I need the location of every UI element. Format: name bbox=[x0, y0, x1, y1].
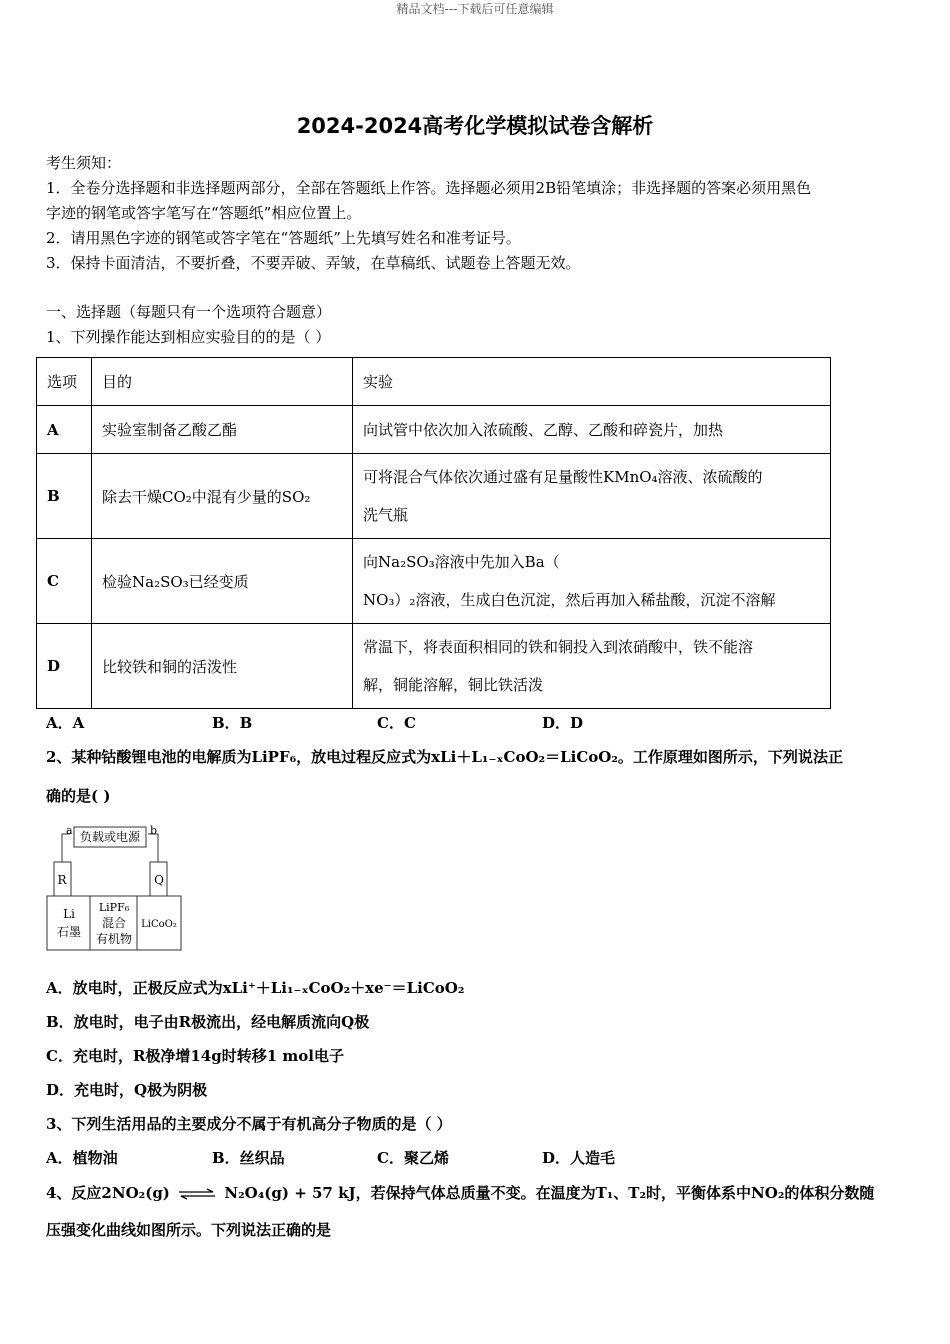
table-row bbox=[37, 539, 831, 624]
q3-option-b[interactable]: B．丝织品 bbox=[212, 1149, 285, 1167]
table-row bbox=[37, 624, 831, 709]
terminal-b-label: b bbox=[150, 824, 158, 837]
q2-stem-line1: 2、某种钴酸锂电池的电解质为LiPF₆，放电过程反应式为xLi＋L₁₋ₓCoO₂＝LiCoO₂。工作原理如图所示，下列说法正 bbox=[46, 748, 843, 766]
q3-stem: 3、下列生活用品的主要成分不属于有机高分子物质的是（ ） bbox=[46, 1115, 452, 1133]
battery-diagram bbox=[44, 824, 184, 954]
q2-option-a[interactable]: A．放电时，正极反应式为xLi⁺＋Li₁₋ₓCoO₂＋xe⁻＝LiCoO₂ bbox=[46, 979, 465, 997]
row-experiment-line1: 常温下，将表面积相同的铁和铜投入到浓硝酸中，铁不能溶 bbox=[363, 638, 754, 656]
table-row bbox=[37, 406, 831, 454]
q1-option-c[interactable]: C．C bbox=[377, 714, 416, 732]
row-experiment bbox=[353, 454, 831, 539]
q1-table bbox=[36, 357, 831, 709]
q4-stem-post: N₂O₄(g) + 57 kJ，若保持气体总质量不变。在温度为T₁、T₂时，平衡体系中NO₂的体积分数随 bbox=[224, 1184, 875, 1202]
row-experiment-line2: 洗气瓶 bbox=[363, 506, 409, 524]
cathode-label: LiCoO₂ bbox=[141, 919, 177, 930]
section-heading: 一、选择题（每题只有一个选项符合题意） bbox=[46, 303, 332, 321]
table-header-row bbox=[37, 358, 831, 406]
load-label: 负载或电源 bbox=[79, 830, 141, 844]
header-goal: 目的 bbox=[92, 358, 353, 406]
row-experiment-line2: 解，铜能溶解，铜比铁活泼 bbox=[363, 676, 544, 694]
row-experiment-line1: 可将混合气体依次通过盛有足量酸性KMnO₄溶液、浓硫酸的 bbox=[363, 468, 763, 486]
row-option: D bbox=[37, 624, 92, 709]
equilibrium-arrow-icon bbox=[177, 1188, 217, 1200]
row-goal: 除去干燥CO₂中混有少量的SO₂ bbox=[92, 454, 353, 539]
q4-stem-line1 bbox=[46, 1182, 874, 1203]
q3-option-a[interactable]: A．植物油 bbox=[46, 1149, 118, 1167]
row-goal: 检验Na₂SO₃已经变质 bbox=[92, 539, 353, 624]
row-experiment: 向试管中依次加入浓硫酸、乙醇、乙酸和碎瓷片，加热 bbox=[353, 406, 831, 454]
row-experiment-line1: 向Na₂SO₃溶液中先加入Ba（ bbox=[363, 553, 560, 571]
row-goal: 实验室制备乙酸乙酯 bbox=[92, 406, 353, 454]
q1-option-d[interactable]: D．D bbox=[542, 714, 584, 732]
electrolyte-label-3: 有机物 bbox=[95, 932, 133, 946]
header-option: 选项 bbox=[37, 358, 92, 406]
row-goal: 比较铁和铜的活泼性 bbox=[92, 624, 353, 709]
row-option: B bbox=[37, 454, 92, 539]
table-row bbox=[37, 454, 831, 539]
q1-option-b[interactable]: B．B bbox=[212, 714, 253, 732]
q2-option-b[interactable]: B．放电时，电子由R极流出，经电解质流向Q极 bbox=[46, 1013, 370, 1031]
anode-label-graphite: 石墨 bbox=[56, 925, 82, 939]
row-experiment-line2: NO₃）₂溶液，生成白色沉淀，然后再加入稀盐酸，沉淀不溶解 bbox=[363, 591, 776, 609]
q2-option-c[interactable]: C．充电时，R极净增14g时转移1 mol电子 bbox=[46, 1047, 345, 1065]
q4-stem-line2: 压强变化曲线如图所示。下列说法正确的是 bbox=[46, 1221, 332, 1239]
electrolyte-label-2: 混合 bbox=[101, 916, 127, 930]
electrolyte-label-1: LiPF₆ bbox=[98, 901, 130, 914]
row-option: A bbox=[37, 406, 92, 454]
terminal-a-label: a bbox=[66, 824, 73, 837]
header-note: 精品文档---下载后可任意编辑 bbox=[396, 2, 554, 16]
q1-option-a[interactable]: A．A bbox=[46, 714, 85, 732]
q3-option-c[interactable]: C．聚乙烯 bbox=[377, 1149, 449, 1167]
q2-stem-line2: 确的是( ) bbox=[46, 787, 111, 805]
electrode-r-label: R bbox=[57, 873, 67, 887]
notice-item-1b: 字迹的钢笔或答字笔写在“答题纸”相应位置上。 bbox=[46, 204, 362, 222]
anode-label-li: Li bbox=[63, 907, 75, 921]
row-experiment bbox=[353, 539, 831, 624]
q3-option-d[interactable]: D．人造毛 bbox=[542, 1149, 616, 1167]
electrode-q-label: Q bbox=[154, 873, 164, 887]
row-experiment bbox=[353, 624, 831, 709]
q2-option-d[interactable]: D．充电时，Q极为阴极 bbox=[46, 1081, 208, 1099]
notice-item-3: 3．保持卡面清洁，不要折叠，不要弄破、弄皱，在草稿纸、试题卷上答题无效。 bbox=[46, 254, 581, 272]
page-title: 2024-2024高考化学模拟试卷含解析 bbox=[296, 114, 654, 138]
notice-item-2: 2．请用黑色字迹的钢笔或答字笔在“答题纸”上先填写姓名和准考证号。 bbox=[46, 229, 521, 247]
q4-stem-pre: 4、反应2NO₂(g) bbox=[46, 1184, 170, 1202]
q1-stem: 1、下列操作能达到相应实验目的的是（ ） bbox=[46, 328, 331, 346]
notice-heading: 考生须知： bbox=[46, 154, 122, 172]
notice-item-1a: 1．全卷分选择题和非选择题两部分，全部在答题纸上作答。选择题必须用2B铅笔填涂；非选择题的答案必须用黑色 bbox=[46, 179, 812, 197]
header-experiment: 实验 bbox=[353, 358, 831, 406]
row-option: C bbox=[37, 539, 92, 624]
